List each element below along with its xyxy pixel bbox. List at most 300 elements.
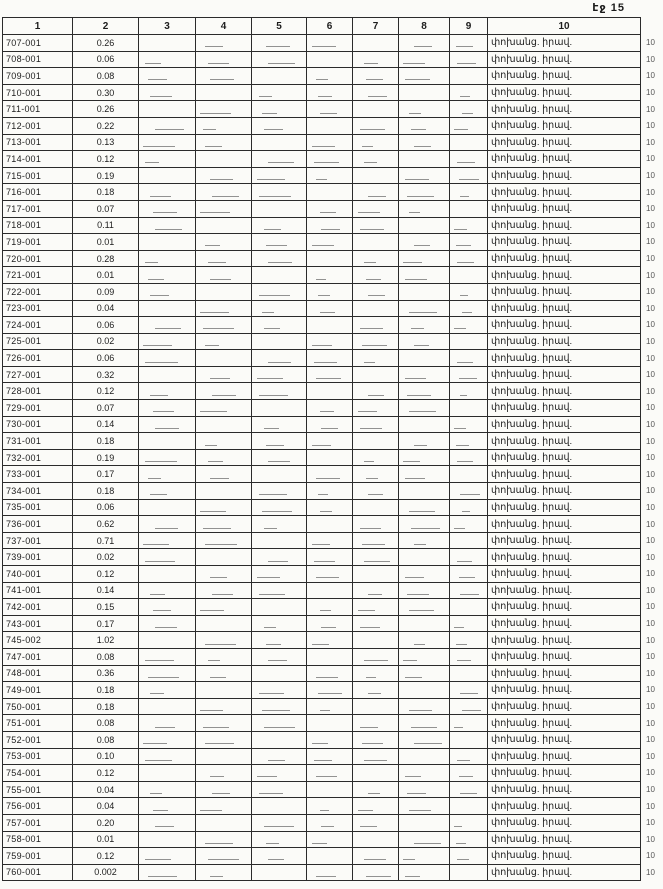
margin-mark: 10	[646, 137, 655, 147]
scan-artifact-line	[155, 129, 184, 130]
scan-artifact-line	[403, 859, 415, 860]
scan-artifact-line	[268, 561, 288, 562]
empty-cell	[307, 599, 353, 616]
empty-cell	[196, 449, 252, 466]
empty-cell	[307, 35, 353, 52]
scan-artifact-line	[200, 511, 225, 512]
empty-cell	[307, 366, 353, 383]
scan-artifact-line	[411, 129, 426, 130]
margin-mark: 10	[646, 735, 655, 745]
margin-mark: 10	[646, 685, 655, 695]
scan-artifact-line	[312, 445, 331, 446]
scan-artifact-line	[405, 776, 421, 777]
scan-artifact-line	[414, 544, 427, 545]
empty-cell	[399, 831, 450, 848]
empty-cell	[399, 283, 450, 300]
empty-cell	[252, 831, 307, 848]
table-row	[3, 35, 663, 52]
scan-artifact-line	[150, 395, 168, 396]
empty-cell	[307, 615, 353, 632]
value-cell: 0.02	[73, 333, 139, 350]
empty-cell	[196, 400, 252, 417]
scan-artifact-line	[153, 810, 168, 811]
table-row	[3, 532, 663, 549]
scan-artifact-line	[368, 793, 380, 794]
empty-cell	[252, 366, 307, 383]
value-cell: 0.08	[73, 731, 139, 748]
empty-cell	[353, 549, 399, 566]
parcel-id-cell: 742-001	[3, 599, 73, 616]
scan-artifact-line	[366, 677, 376, 678]
empty-cell	[196, 599, 252, 616]
empty-cell	[196, 698, 252, 715]
scan-artifact-line	[405, 876, 420, 877]
empty-cell	[450, 466, 488, 483]
empty-cell	[196, 383, 252, 400]
empty-cell	[307, 814, 353, 831]
scan-artifact-line	[210, 478, 229, 479]
scan-artifact-line	[259, 196, 291, 197]
scan-artifact-line	[145, 461, 176, 462]
empty-cell	[252, 765, 307, 782]
margin-mark: 10	[646, 502, 655, 512]
right-type-cell: փոխանց. իրավ.	[488, 267, 641, 284]
margin-mark: 10	[646, 552, 655, 562]
margin-mark: 10	[646, 834, 655, 844]
scan-artifact-line	[362, 544, 385, 545]
scan-artifact-line	[264, 627, 276, 628]
empty-cell	[307, 184, 353, 201]
value-cell: 0.36	[73, 665, 139, 682]
empty-cell	[307, 748, 353, 765]
empty-cell	[307, 582, 353, 599]
scan-artifact-line	[459, 179, 479, 180]
scan-artifact-line	[155, 826, 174, 827]
empty-cell	[307, 433, 353, 450]
right-type-cell: փոխանց. իրավ.	[488, 466, 641, 483]
empty-cell	[450, 566, 488, 583]
empty-cell	[252, 333, 307, 350]
right-type-cell: փոխանց. իրավ.	[488, 648, 641, 665]
scan-artifact-line	[150, 96, 172, 97]
empty-cell	[139, 499, 196, 516]
scan-artifact-line	[454, 627, 464, 628]
scan-artifact-line	[360, 328, 383, 329]
empty-cell	[196, 151, 252, 168]
empty-cell	[353, 416, 399, 433]
empty-cell	[139, 814, 196, 831]
empty-cell	[307, 848, 353, 865]
empty-cell	[139, 350, 196, 367]
scan-artifact-line	[457, 461, 472, 462]
scan-artifact-line	[208, 262, 226, 263]
right-type-cell: փոխանց. իրավ.	[488, 814, 641, 831]
scan-artifact-line	[407, 594, 428, 595]
empty-cell	[399, 68, 450, 85]
empty-cell	[450, 217, 488, 234]
empty-cell	[196, 416, 252, 433]
scan-artifact-line	[456, 843, 466, 844]
scan-artifact-line	[457, 859, 469, 860]
margin-mark: 10	[646, 718, 655, 728]
empty-cell	[450, 864, 488, 881]
empty-cell	[399, 532, 450, 549]
empty-cell	[196, 632, 252, 649]
value-cell: 0.17	[73, 615, 139, 632]
empty-cell	[307, 449, 353, 466]
value-cell: 0.18	[73, 433, 139, 450]
empty-cell	[196, 317, 252, 334]
scan-artifact-line	[266, 644, 281, 645]
empty-cell	[139, 848, 196, 865]
empty-cell	[450, 698, 488, 715]
scan-artifact-line	[259, 494, 287, 495]
scan-artifact-line	[364, 760, 387, 761]
empty-cell	[353, 283, 399, 300]
empty-cell	[139, 516, 196, 533]
empty-cell	[139, 51, 196, 68]
parcel-id-cell: 755-001	[3, 781, 73, 798]
empty-cell	[307, 167, 353, 184]
empty-cell	[252, 433, 307, 450]
parcel-id-cell: 719-001	[3, 234, 73, 251]
margin-mark: 10	[646, 353, 655, 363]
right-type-cell: փոխանց. իրավ.	[488, 283, 641, 300]
empty-cell	[139, 648, 196, 665]
margin-mark: 10	[646, 171, 655, 181]
right-type-cell: փոխանց. իրավ.	[488, 184, 641, 201]
empty-cell	[450, 599, 488, 616]
empty-cell	[139, 566, 196, 583]
empty-cell	[399, 582, 450, 599]
value-cell: 0.06	[73, 350, 139, 367]
empty-cell	[139, 599, 196, 616]
empty-cell	[139, 831, 196, 848]
scan-artifact-line	[200, 411, 227, 412]
scan-artifact-line	[460, 96, 470, 97]
scan-artifact-line	[268, 660, 286, 661]
scan-artifact-line	[368, 594, 382, 595]
table-row	[3, 151, 663, 168]
scan-artifact-line	[454, 826, 462, 827]
scan-artifact-line	[150, 693, 163, 694]
scan-artifact-line	[266, 843, 278, 844]
scan-artifact-line	[316, 378, 342, 379]
margin-mark: 10	[646, 386, 655, 396]
empty-cell	[307, 566, 353, 583]
parcel-id-cell: 739-001	[3, 549, 73, 566]
scan-artifact-line	[407, 395, 431, 396]
empty-cell	[450, 317, 488, 334]
scan-artifact-line	[145, 561, 175, 562]
parcel-id-cell: 753-001	[3, 748, 73, 765]
empty-cell	[307, 117, 353, 134]
table-row	[3, 283, 663, 300]
empty-cell	[139, 84, 196, 101]
scan-artifact-line	[320, 113, 337, 114]
scan-artifact-line	[366, 79, 383, 80]
scan-artifact-line	[268, 162, 293, 163]
scan-artifact-line	[456, 245, 471, 246]
parcel-id-cell: 731-001	[3, 433, 73, 450]
table-row	[3, 566, 663, 583]
scan-artifact-line	[414, 345, 429, 346]
table-row	[3, 101, 663, 118]
empty-cell	[353, 516, 399, 533]
empty-cell	[252, 250, 307, 267]
scan-artifact-line	[155, 328, 181, 329]
empty-cell	[196, 51, 252, 68]
right-type-cell: փոխանց. իրավ.	[488, 300, 641, 317]
empty-cell	[252, 234, 307, 251]
scan-artifact-line	[454, 428, 465, 429]
empty-cell	[307, 84, 353, 101]
scan-artifact-line	[364, 162, 377, 163]
parcel-id-cell: 754-001	[3, 765, 73, 782]
empty-cell	[353, 831, 399, 848]
scan-artifact-line	[268, 262, 292, 263]
empty-cell	[353, 648, 399, 665]
empty-cell	[196, 781, 252, 798]
empty-cell	[399, 814, 450, 831]
table-row	[3, 483, 663, 500]
scan-artifact-line	[460, 196, 469, 197]
empty-cell	[252, 483, 307, 500]
scan-artifact-line	[320, 411, 334, 412]
empty-cell	[307, 864, 353, 881]
table-row	[3, 300, 663, 317]
empty-cell	[196, 250, 252, 267]
scan-artifact-line	[454, 328, 466, 329]
scan-artifact-line	[320, 710, 331, 711]
scan-artifact-line	[143, 146, 175, 147]
margin-mark: 10	[646, 204, 655, 214]
empty-cell	[353, 864, 399, 881]
right-type-cell: փոխանց. իրավ.	[488, 234, 641, 251]
scan-artifact-line	[145, 162, 159, 163]
scan-artifact-line	[360, 129, 385, 130]
empty-cell	[353, 101, 399, 118]
empty-cell	[252, 632, 307, 649]
empty-cell	[353, 250, 399, 267]
empty-cell	[353, 366, 399, 383]
table-row	[3, 267, 663, 284]
empty-cell	[252, 499, 307, 516]
scanned-data-table	[2, 17, 663, 881]
parcel-id-cell: 721-001	[3, 267, 73, 284]
empty-cell	[307, 466, 353, 483]
column-header-9: 9	[450, 18, 488, 35]
parcel-id-cell: 715-001	[3, 167, 73, 184]
empty-cell	[139, 167, 196, 184]
scan-artifact-line	[150, 295, 169, 296]
empty-cell	[353, 682, 399, 699]
right-type-cell: փոխանց. իրավ.	[488, 317, 641, 334]
parcel-id-cell: 734-001	[3, 483, 73, 500]
right-type-cell: փոխանց. իրավ.	[488, 333, 641, 350]
scan-artifact-line	[205, 146, 221, 147]
right-type-cell: փոխանց. իրավ.	[488, 350, 641, 367]
empty-cell	[399, 317, 450, 334]
parcel-id-cell: 759-001	[3, 848, 73, 865]
parcel-id-cell: 736-001	[3, 516, 73, 533]
scan-artifact-line	[462, 511, 470, 512]
parcel-id-cell: 717-001	[3, 200, 73, 217]
empty-cell	[196, 134, 252, 151]
margin-mark: 10	[646, 668, 655, 678]
scan-artifact-line	[212, 594, 233, 595]
empty-cell	[139, 781, 196, 798]
empty-cell	[399, 200, 450, 217]
empty-cell	[252, 648, 307, 665]
empty-cell	[399, 449, 450, 466]
parcel-id-cell: 756-001	[3, 798, 73, 815]
value-cell: 0.002	[73, 864, 139, 881]
empty-cell	[139, 117, 196, 134]
page-number-label: էջ 15	[592, 2, 625, 14]
empty-cell	[450, 781, 488, 798]
scan-artifact-line	[150, 494, 166, 495]
empty-cell	[450, 648, 488, 665]
column-header-6: 6	[307, 18, 353, 35]
scan-artifact-line	[259, 793, 282, 794]
table-row	[3, 68, 663, 85]
scan-artifact-line	[257, 378, 283, 379]
empty-cell	[252, 134, 307, 151]
scan-artifact-line	[143, 345, 172, 346]
margin-mark: 10	[646, 403, 655, 413]
scan-artifact-line	[200, 710, 223, 711]
scan-artifact-line	[312, 245, 333, 246]
table-row	[3, 765, 663, 782]
right-type-cell: փոխանց. իրավ.	[488, 665, 641, 682]
table-row	[3, 117, 663, 134]
scan-artifact-line	[203, 528, 232, 529]
empty-cell	[450, 433, 488, 450]
empty-cell	[353, 234, 399, 251]
column-header-10: 10	[488, 18, 641, 35]
empty-cell	[252, 516, 307, 533]
scan-artifact-line	[318, 693, 343, 694]
scan-artifact-line	[409, 810, 431, 811]
scan-artifact-line	[457, 561, 472, 562]
empty-cell	[252, 184, 307, 201]
scan-artifact-line	[460, 494, 479, 495]
empty-cell	[139, 383, 196, 400]
scan-artifact-line	[409, 610, 433, 611]
scan-artifact-line	[262, 113, 278, 114]
empty-cell	[307, 300, 353, 317]
scan-artifact-line	[405, 677, 422, 678]
scan-artifact-line	[457, 760, 470, 761]
empty-cell	[399, 648, 450, 665]
empty-cell	[399, 101, 450, 118]
table-row	[3, 632, 663, 649]
empty-cell	[450, 731, 488, 748]
empty-cell	[307, 250, 353, 267]
empty-cell	[196, 300, 252, 317]
right-type-cell: փոխանց. իրավ.	[488, 698, 641, 715]
empty-cell	[399, 366, 450, 383]
empty-cell	[307, 532, 353, 549]
scan-artifact-line	[414, 644, 425, 645]
empty-cell	[307, 648, 353, 665]
value-cell: 0.18	[73, 483, 139, 500]
scan-artifact-line	[405, 279, 427, 280]
scan-artifact-line	[264, 528, 277, 529]
empty-cell	[450, 416, 488, 433]
empty-cell	[353, 566, 399, 583]
margin-mark: 10	[646, 486, 655, 496]
table-row	[3, 250, 663, 267]
empty-cell	[196, 350, 252, 367]
empty-cell	[450, 582, 488, 599]
scan-artifact-line	[205, 544, 237, 545]
empty-cell	[252, 599, 307, 616]
empty-cell	[196, 814, 252, 831]
value-cell: 0.02	[73, 549, 139, 566]
scan-artifact-line	[321, 428, 338, 429]
empty-cell	[307, 333, 353, 350]
empty-cell	[399, 433, 450, 450]
scan-artifact-line	[457, 362, 473, 363]
empty-cell	[307, 134, 353, 151]
right-type-cell: փոխանց. իրավ.	[488, 615, 641, 632]
table-row	[3, 516, 663, 533]
scan-artifact-line	[145, 660, 173, 661]
column-header-1: 1	[3, 18, 73, 35]
empty-cell	[139, 615, 196, 632]
empty-cell	[353, 167, 399, 184]
margin-mark: 10	[646, 702, 655, 712]
scan-artifact-line	[454, 229, 467, 230]
empty-cell	[307, 483, 353, 500]
value-cell: 0.12	[73, 765, 139, 782]
parcel-id-cell: 726-001	[3, 350, 73, 367]
scan-artifact-line	[210, 876, 223, 877]
scan-artifact-line	[460, 395, 467, 396]
scan-artifact-line	[321, 826, 333, 827]
empty-cell	[353, 599, 399, 616]
table-row	[3, 184, 663, 201]
empty-cell	[307, 715, 353, 732]
column-header-2: 2	[73, 18, 139, 35]
empty-cell	[307, 731, 353, 748]
empty-cell	[399, 731, 450, 748]
scan-artifact-line	[200, 113, 231, 114]
empty-cell	[450, 134, 488, 151]
empty-cell	[450, 283, 488, 300]
margin-mark: 10	[646, 320, 655, 330]
margin-mark: 10	[646, 54, 655, 64]
scan-artifact-line	[403, 461, 420, 462]
empty-cell	[139, 582, 196, 599]
scan-artifact-line	[462, 710, 482, 711]
parcel-id-cell: 745-002	[3, 632, 73, 649]
margin-mark: 10	[646, 469, 655, 479]
empty-cell	[196, 84, 252, 101]
empty-cell	[196, 864, 252, 881]
scan-artifact-line	[316, 179, 327, 180]
scan-artifact-line	[312, 46, 336, 47]
parcel-id-cell: 735-001	[3, 499, 73, 516]
empty-cell	[353, 848, 399, 865]
empty-cell	[252, 35, 307, 52]
scan-artifact-line	[210, 79, 234, 80]
scan-artifact-line	[208, 660, 221, 661]
scan-artifact-line	[366, 876, 391, 877]
margin-mark: 10	[646, 867, 655, 877]
